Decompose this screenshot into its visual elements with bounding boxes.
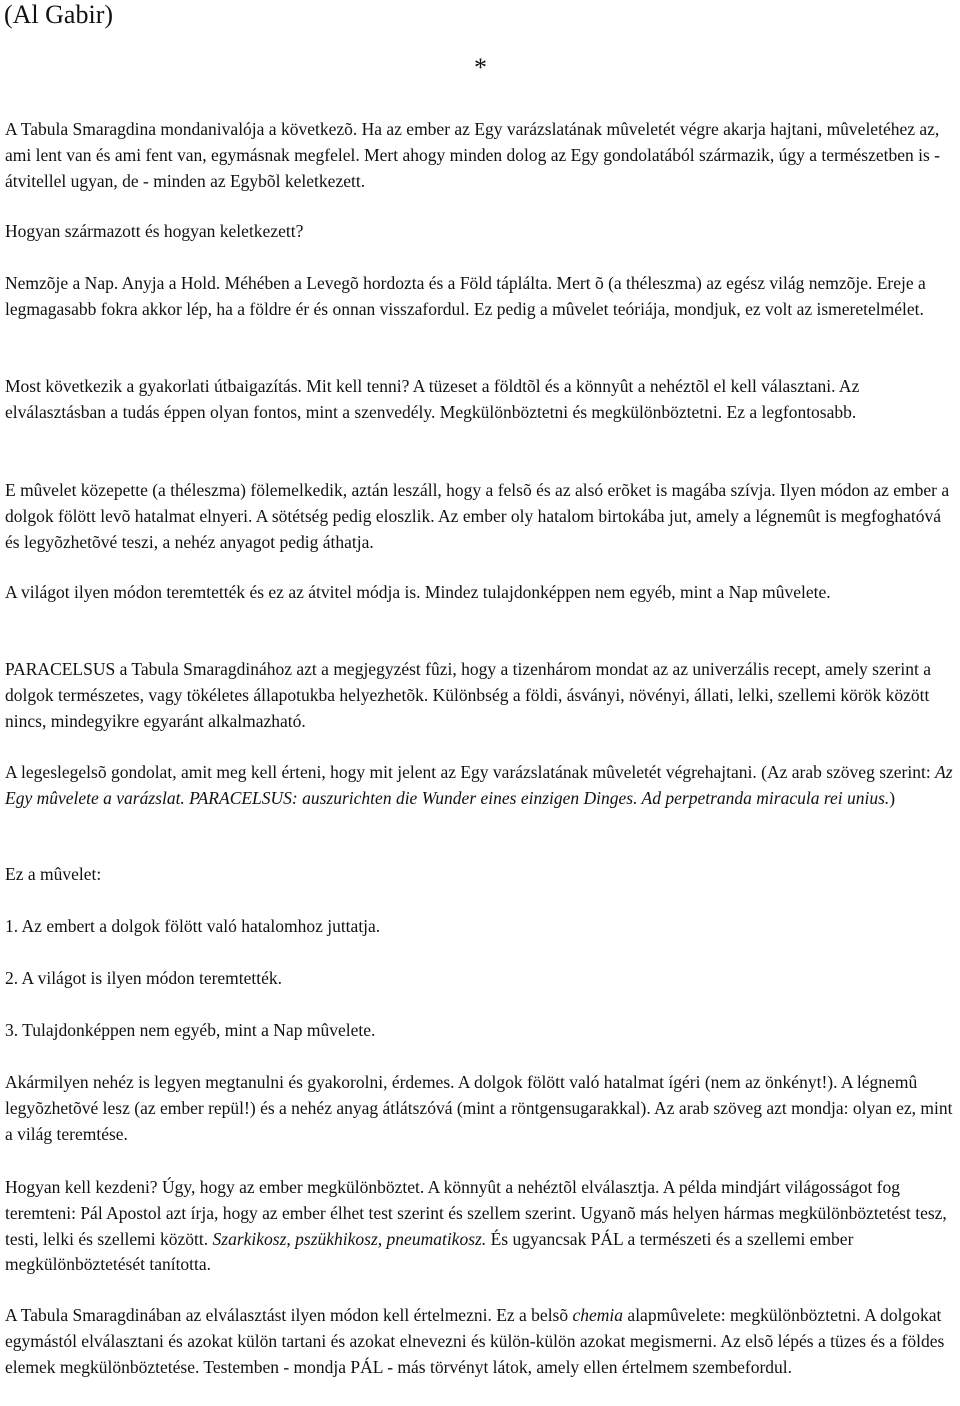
- paragraph-difficulty: Akármilyen nehéz is legyen megtanulni és gyakorolni, érdemes. A dolgok fölött való hatalmat ígéri (nem az önkényt!). A légnemû legyõzhetõvé lesz (az ember repül!) és a nehéz anyag átlátszóvá (mint a röntgensugarakkal). Az arab szöveg azt mondja: olyan ez, mint a világ teremtése.: [5, 1072, 953, 1144]
- separator-asterisk: *: [474, 53, 487, 82]
- paragraph-origin: Nemzõje a Nap. Anyja a Hold. Méhében a Levegõ hordozta és a Föld táplálta. Mert õ (a théleszma) az egész világ nemzõje. Ereje a legmagasabb fokra akkor lép, ha a földre ér és onnan visszafordul. Ez pedig a mûvelet teóriája, mondjuk, ez volt az ismeretelmélet.: [5, 273, 926, 319]
- paragraph-how-to-start-end: És ugyancsak PÁL a természeti és a szellemi ember megkülönböztetését tanította.: [5, 1228, 854, 1275]
- paragraph-practice: Most következik a gyakorlati útbaigazítás. Mit kell tenni? A tüzeset a földtõl és a könnyût a nehéztõl el kell választani. Az elválasztásban a tudás éppen olyan fontos, mint a szenvedély. Megkülönböztetni és megkülönböztetni. Ez a legfontosabb.: [5, 376, 860, 422]
- paragraph-intro: A Tabula Smaragdina mondanivalója a következõ. Ha az ember az Egy varázslatának mûveletét végre akarja hajtani, mûveletéhez az, ami lent van és ami fent van, egymásnak megfelel. Mert ahogy minden dolog az Egy gondolatából származik, úgy a természetben is - átvitellel ugyan, de - minden az Egybõl keletkezett.: [5, 119, 940, 191]
- list-item-3: 3. Tulajdonképpen nem egyéb, mint a Nap mûvelete.: [5, 1020, 376, 1040]
- paragraph-separation: [5, 1303, 959, 1380]
- paragraph-question: Hogyan származott és hogyan keletkezett?: [5, 221, 304, 241]
- document-title: (Al Gabir): [4, 0, 114, 29]
- paragraph-creation: A világot ilyen módon teremtették és ez az átvitel módja is. Mindez tulajdonképpen nem egyéb, mint a Nap mûvelete.: [5, 582, 831, 602]
- paragraph-how-to-start-text: Hogyan kell kezdeni? Úgy, hogy az ember megkülönböztet. A könnyût a nehéztõl elválasztja. A példa mindjárt világosságot fog teremteni: Pál Apostol azt írja, hogy az ember élhet test szerint és szellem szerint. Ugyanõ más helyen hármas megkülönböztetést tesz, testi, lelki és szellemi között.: [5, 1177, 947, 1249]
- paragraph-first-thought-text: A legeslegelsõ gondolat, amit meg kell érteni, hogy mit jelent az Egy varázslatának mûveletét végrehajtani. (Az arab szöveg szerint:: [5, 762, 936, 782]
- paragraph-how-to-start: [5, 1175, 959, 1278]
- paragraph-separation-italic: chemia: [572, 1305, 624, 1325]
- list-item-1: 1. Az embert a dolgok fölött való hatalomhoz juttatja.: [5, 916, 381, 936]
- paragraph-first-thought-italic: Az Egy mûvelete a varázslat. PARACELSUS: auszurichten die Wunder eines einzigen Dinges. Ad perpetranda miracula rei unius.: [5, 762, 953, 808]
- list-item-2: 2. A világot is ilyen módon teremtették.: [5, 968, 283, 988]
- paragraph-ascent: E mûvelet közepette (a théleszma) fölemelkedik, aztán leszáll, hogy a felsõ és az alsó erõket is magába szívja. Ilyen módon az ember a dolgok fölött levõ hatalmat elnyeri. A sötétség pedig eloszlik. Az ember oly hatalom birtokába jut, amely a légnemût is megfoghatóvá és legyõzhetõvé teszi, a nehéz anyagot pedig áthatja.: [5, 480, 950, 552]
- paragraph-separation-text: A Tabula Smaragdinában az elválasztást ilyen módon kell értelmezni. Ez a belsõ: [5, 1305, 573, 1325]
- paragraph-how-to-start-italic: Szarkikosz, pszükhikosz, pneumatikosz.: [212, 1228, 487, 1249]
- paragraph-first-thought-close: ): [889, 787, 896, 808]
- paragraph-operation-heading: Ez a mûvelet:: [5, 864, 102, 884]
- paragraph-paracelsus: PARACELSUS a Tabula Smaragdinához azt a megjegyzést fûzi, hogy a tizenhárom mondat az az univerzális recept, amely szerint a dolgok természetes, vagy tökéletes állapotukba helyezhetõk. Különbség a földi, ásványi, növényi, állati, lelki, szellemi körök között nincs, mindegyikre egyaránt alkalmazható.: [5, 659, 931, 731]
- paragraph-separation-end: alapmûvelete: megkülönböztetni. A dolgokat egymástól elválasztani és azokat külön tartani és azokat elnevezni és külön-külön azokat megismerni. Az elsõ lépés a tüzes és a földes elemek megkülönböztetése. Testemben - mondja PÁL - más törvényt látok, amely ellen értelmem szembefordul.: [5, 1305, 945, 1377]
- paragraph-first-thought: [5, 760, 959, 812]
